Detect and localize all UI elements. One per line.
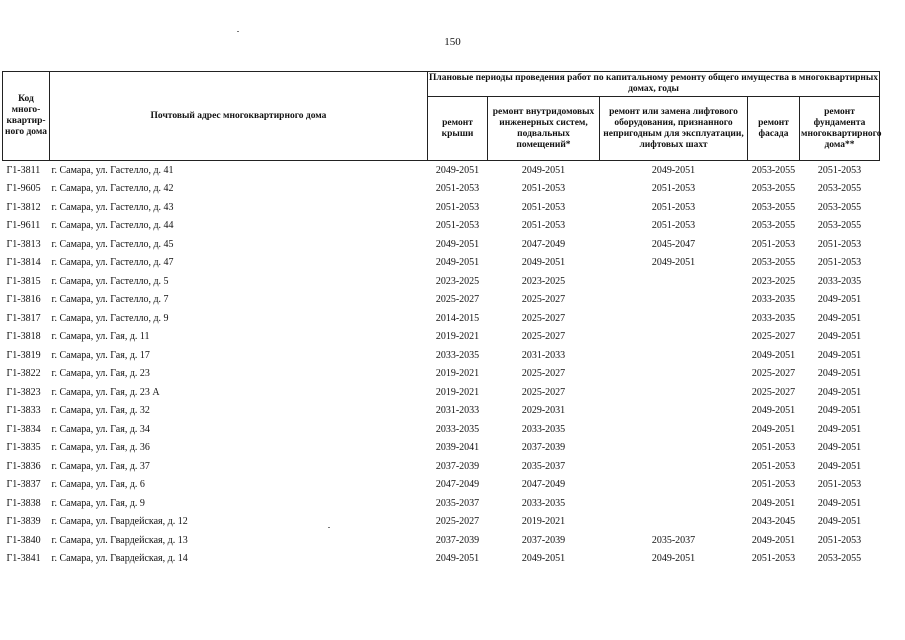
foundation-period-cell: 2049-2051 — [817, 349, 862, 361]
address-cell: г. Самара, ул. Гвардейская, д. 13 — [51, 534, 188, 546]
address-cell: г. Самара, ул. Гая, д. 34 — [51, 423, 150, 435]
facade-period-cell: 2025-2027 — [751, 368, 796, 380]
facade-period-cell: 2049-2051 — [751, 497, 796, 509]
house-code-cell: Г1-3823 — [6, 386, 41, 398]
address-cell: г. Самара, ул. Гастелло, д. 44 — [51, 220, 174, 232]
elevator-period-cell — [600, 328, 748, 347]
house-code-cell: Г1-3834 — [6, 423, 41, 435]
house-code-cell: Г1-3811 — [6, 164, 41, 176]
address-cell: г. Самара, ул. Гастелло, д. 43 — [51, 201, 174, 213]
roof-period-cell: 2023-2025 — [435, 275, 480, 287]
elevator-period-cell: 2045-2047 — [651, 238, 696, 250]
systems-period-cell: 2025-2027 — [521, 368, 566, 380]
systems-period-cell: 2033-2035 — [521, 497, 566, 509]
table-row — [3, 291, 880, 310]
roof-period-cell: 2014-2015 — [435, 312, 480, 324]
elevator-period-cell: 2035-2037 — [651, 534, 696, 546]
address-cell: г. Самара, ул. Гая, д. 9 — [51, 497, 145, 509]
table-row — [3, 365, 880, 384]
facade-period-cell: 2049-2051 — [751, 349, 796, 361]
facade-period-cell: 2051-2053 — [751, 238, 796, 250]
foundation-period-cell: 2049-2051 — [817, 386, 862, 398]
house-code-cell: Г1-9605 — [6, 183, 41, 195]
house-code-cell: Г1-3818 — [6, 331, 41, 343]
address-cell: г. Самара, ул. Гастелло, д. 41 — [51, 164, 174, 176]
table-row — [3, 494, 880, 513]
table-row — [3, 180, 880, 199]
table-row — [3, 513, 880, 532]
roof-period-cell: 2019-2021 — [435, 368, 480, 380]
address-cell: г. Самара, ул. Гая, д. 32 — [51, 405, 150, 417]
address-cell: г. Самара, ул. Гая, д. 17 — [51, 349, 150, 361]
roof-period-cell: 2037-2039 — [435, 534, 480, 546]
table-row — [3, 476, 880, 495]
roof-period-cell: 2051-2053 — [435, 220, 480, 232]
elevator-period-cell — [600, 365, 748, 384]
elevator-period-cell — [600, 476, 748, 495]
foundation-period-cell: 2049-2051 — [817, 331, 862, 343]
table-row — [3, 328, 880, 347]
house-code-cell: Г1-3838 — [6, 497, 41, 509]
address-cell: г. Самара, ул. Гастелло, д. 42 — [51, 183, 174, 195]
facade-period-cell: 2025-2027 — [751, 386, 796, 398]
systems-period-cell: 2033-2035 — [521, 423, 566, 435]
foundation-period-cell: 2049-2051 — [817, 294, 862, 306]
systems-period-cell: 2047-2049 — [521, 479, 566, 491]
roof-period-cell: 2051-2053 — [435, 201, 480, 213]
foundation-period-cell: 2053-2055 — [817, 183, 862, 195]
systems-period-cell: 2037-2039 — [521, 442, 566, 454]
systems-period-cell: 2029-2031 — [521, 405, 566, 417]
elevator-period-cell: 2051-2053 — [651, 183, 696, 195]
facade-period-cell: 2053-2055 — [751, 164, 796, 176]
table-row — [3, 198, 880, 217]
address-cell: г. Самара, ул. Гвардейская, д. 12 — [51, 516, 188, 528]
systems-period-cell: 2019-2021 — [521, 516, 566, 528]
address-cell: г. Самара, ул. Гая, д. 6 — [51, 479, 145, 491]
house-code-cell: Г1-3815 — [6, 275, 41, 287]
elevator-period-cell — [600, 309, 748, 328]
foundation-period-cell: 2053-2055 — [817, 220, 862, 232]
roof-period-cell: 2025-2027 — [435, 516, 480, 528]
facade-period-cell: 2053-2055 — [751, 183, 796, 195]
header-foundation-repair: ремонт фундамента многоквартирного дома** — [800, 97, 880, 161]
address-cell: г. Самара, ул. Гая, д. 23 — [51, 368, 150, 380]
systems-period-cell: 2035-2037 — [521, 460, 566, 472]
roof-period-cell: 2035-2037 — [435, 497, 480, 509]
roof-period-cell: 2019-2021 — [435, 386, 480, 398]
facade-period-cell: 2053-2055 — [751, 257, 796, 269]
systems-period-cell: 2023-2025 — [521, 275, 566, 287]
roof-period-cell: 2049-2051 — [435, 164, 480, 176]
header-facade-repair: ремонт фасада — [748, 97, 800, 161]
roof-period-cell: 2019-2021 — [435, 331, 480, 343]
elevator-period-cell — [600, 457, 748, 476]
house-code-cell: Г1-3841 — [6, 553, 41, 565]
elevator-period-cell: 2049-2051 — [651, 257, 696, 269]
roof-period-cell: 2047-2049 — [435, 479, 480, 491]
address-cell: г. Самара, ул. Гвардейская, д. 14 — [51, 553, 188, 565]
facade-period-cell: 2051-2053 — [751, 442, 796, 454]
table-row — [3, 457, 880, 476]
elevator-period-cell — [600, 439, 748, 458]
address-cell: г. Самара, ул. Гастелло, д. 5 — [51, 275, 169, 287]
address-cell: г. Самара, ул. Гастелло, д. 7 — [51, 294, 169, 306]
systems-period-cell: 2025-2027 — [521, 331, 566, 343]
roof-period-cell: 2051-2053 — [435, 183, 480, 195]
facade-period-cell: 2025-2027 — [751, 331, 796, 343]
capital-repair-schedule-table — [2, 71, 880, 568]
address-cell: г. Самара, ул. Гая, д. 11 — [51, 331, 150, 343]
elevator-period-cell — [600, 420, 748, 439]
systems-period-cell: 2051-2053 — [521, 183, 566, 195]
systems-period-cell: 2031-2033 — [521, 349, 566, 361]
elevator-period-cell — [600, 383, 748, 402]
elevator-period-cell: 2049-2051 — [651, 553, 696, 565]
house-code-cell: Г1-3833 — [6, 405, 41, 417]
roof-period-cell: 2049-2051 — [435, 257, 480, 269]
house-code-cell: Г1-3840 — [6, 534, 41, 546]
roof-period-cell: 2025-2027 — [435, 294, 480, 306]
table-row — [3, 531, 880, 550]
house-code-cell: Г1-3839 — [6, 516, 41, 528]
house-code-cell: Г1-3822 — [6, 368, 41, 380]
facade-period-cell: 2049-2051 — [751, 423, 796, 435]
table-row — [3, 420, 880, 439]
house-code-cell: Г1-3813 — [6, 238, 41, 250]
systems-period-cell: 2049-2051 — [521, 553, 566, 565]
house-code-cell: Г1-3814 — [6, 257, 41, 269]
facade-period-cell: 2023-2025 — [751, 275, 796, 287]
header-house-code: Код много-квартир-ного дома — [3, 72, 50, 161]
elevator-period-cell — [600, 402, 748, 421]
elevator-period-cell: 2049-2051 — [651, 164, 696, 176]
systems-period-cell: 2025-2027 — [521, 294, 566, 306]
roof-period-cell: 2049-2051 — [435, 553, 480, 565]
address-cell: г. Самара, ул. Гастелло, д. 9 — [51, 312, 169, 324]
page-number: 150 — [444, 36, 461, 48]
table-row — [3, 272, 880, 291]
facade-period-cell: 2051-2053 — [751, 460, 796, 472]
table-row — [3, 161, 880, 180]
roof-period-cell: 2031-2033 — [435, 405, 480, 417]
roof-period-cell: 2033-2035 — [435, 349, 480, 361]
house-code-cell: Г1-3812 — [6, 201, 41, 213]
table-row — [3, 217, 880, 236]
systems-period-cell: 2025-2027 — [521, 312, 566, 324]
house-code-cell: Г1-3819 — [6, 349, 41, 361]
foundation-period-cell: 2049-2051 — [817, 405, 862, 417]
table-row — [3, 235, 880, 254]
foundation-period-cell: 2033-2035 — [817, 275, 862, 287]
foundation-period-cell: 2049-2051 — [817, 312, 862, 324]
table-row — [3, 309, 880, 328]
facade-period-cell: 2051-2053 — [751, 479, 796, 491]
header-elevator-repair: ремонт или замена лифтового оборудования, признанного непригодным для эксплуатации, лифтовых шахт — [600, 97, 748, 161]
table-row — [3, 254, 880, 273]
systems-period-cell: 2037-2039 — [521, 534, 566, 546]
elevator-period-cell: 2051-2053 — [651, 201, 696, 213]
facade-period-cell: 2043-2045 — [751, 516, 796, 528]
elevator-period-cell — [600, 513, 748, 532]
header-planned-periods: Плановые периоды проведения работ по капитальному ремонту общего имущества в многоквартирных домах, годы — [428, 72, 880, 97]
header-roof-repair: ремонт крыши — [428, 97, 488, 161]
table-body — [3, 161, 880, 569]
systems-period-cell: 2025-2027 — [521, 386, 566, 398]
systems-period-cell: 2051-2053 — [521, 201, 566, 213]
address-cell: г. Самара, ул. Гая, д. 36 — [51, 442, 150, 454]
address-cell: г. Самара, ул. Гастелло, д. 47 — [51, 257, 174, 269]
facade-period-cell: 2053-2055 — [751, 201, 796, 213]
foundation-period-cell: 2053-2055 — [817, 553, 862, 565]
foundation-period-cell: 2051-2053 — [817, 164, 862, 176]
house-code-cell: Г1-3837 — [6, 479, 41, 491]
facade-period-cell: 2053-2055 — [751, 220, 796, 232]
foundation-period-cell: 2053-2055 — [817, 201, 862, 213]
foundation-period-cell: 2051-2053 — [817, 479, 862, 491]
foundation-period-cell: 2049-2051 — [817, 460, 862, 472]
elevator-period-cell — [600, 494, 748, 513]
house-code-cell: Г1-3816 — [6, 294, 41, 306]
foundation-period-cell: 2049-2051 — [817, 442, 862, 454]
address-cell: г. Самара, ул. Гая, д. 23 А — [51, 386, 160, 398]
systems-period-cell: 2049-2051 — [521, 164, 566, 176]
systems-period-cell: 2051-2053 — [521, 220, 566, 232]
facade-period-cell: 2049-2051 — [751, 405, 796, 417]
foundation-period-cell: 2051-2053 — [817, 257, 862, 269]
table-row — [3, 346, 880, 365]
header-postal-address: Почтовый адрес многоквартирного дома — [50, 72, 428, 161]
address-cell: г. Самара, ул. Гастелло, д. 45 — [51, 238, 174, 250]
elevator-period-cell — [600, 272, 748, 291]
house-code-cell: Г1-3817 — [6, 312, 41, 324]
roof-period-cell: 2037-2039 — [435, 460, 480, 472]
foundation-period-cell: 2051-2053 — [817, 238, 862, 250]
elevator-period-cell — [600, 291, 748, 310]
house-code-cell: Г1-9611 — [6, 220, 41, 232]
house-code-cell: Г1-3835 — [6, 442, 41, 454]
roof-period-cell: 2049-2051 — [435, 238, 480, 250]
systems-period-cell: 2047-2049 — [521, 238, 566, 250]
scan-speck — [328, 527, 330, 528]
elevator-period-cell — [600, 346, 748, 365]
facade-period-cell: 2033-2035 — [751, 294, 796, 306]
table-row — [3, 439, 880, 458]
roof-period-cell: 2033-2035 — [435, 423, 480, 435]
foundation-period-cell: 2049-2051 — [817, 368, 862, 380]
foundation-period-cell: 2049-2051 — [817, 497, 862, 509]
table-row — [3, 402, 880, 421]
foundation-period-cell: 2049-2051 — [817, 423, 862, 435]
table-row — [3, 550, 880, 569]
facade-period-cell: 2049-2051 — [751, 534, 796, 546]
systems-period-cell: 2049-2051 — [521, 257, 566, 269]
table-row — [3, 383, 880, 402]
facade-period-cell: 2033-2035 — [751, 312, 796, 324]
scan-speck — [237, 31, 239, 32]
elevator-period-cell: 2051-2053 — [651, 220, 696, 232]
foundation-period-cell: 2049-2051 — [817, 516, 862, 528]
facade-period-cell: 2051-2053 — [751, 553, 796, 565]
house-code-cell: Г1-3836 — [6, 460, 41, 472]
address-cell: г. Самара, ул. Гая, д. 37 — [51, 460, 150, 472]
roof-period-cell: 2039-2041 — [435, 442, 480, 454]
header-engineering-systems-repair: ремонт внутридомовых инженерных систем, подвальных помещений* — [488, 97, 600, 161]
foundation-period-cell: 2051-2053 — [817, 534, 862, 546]
